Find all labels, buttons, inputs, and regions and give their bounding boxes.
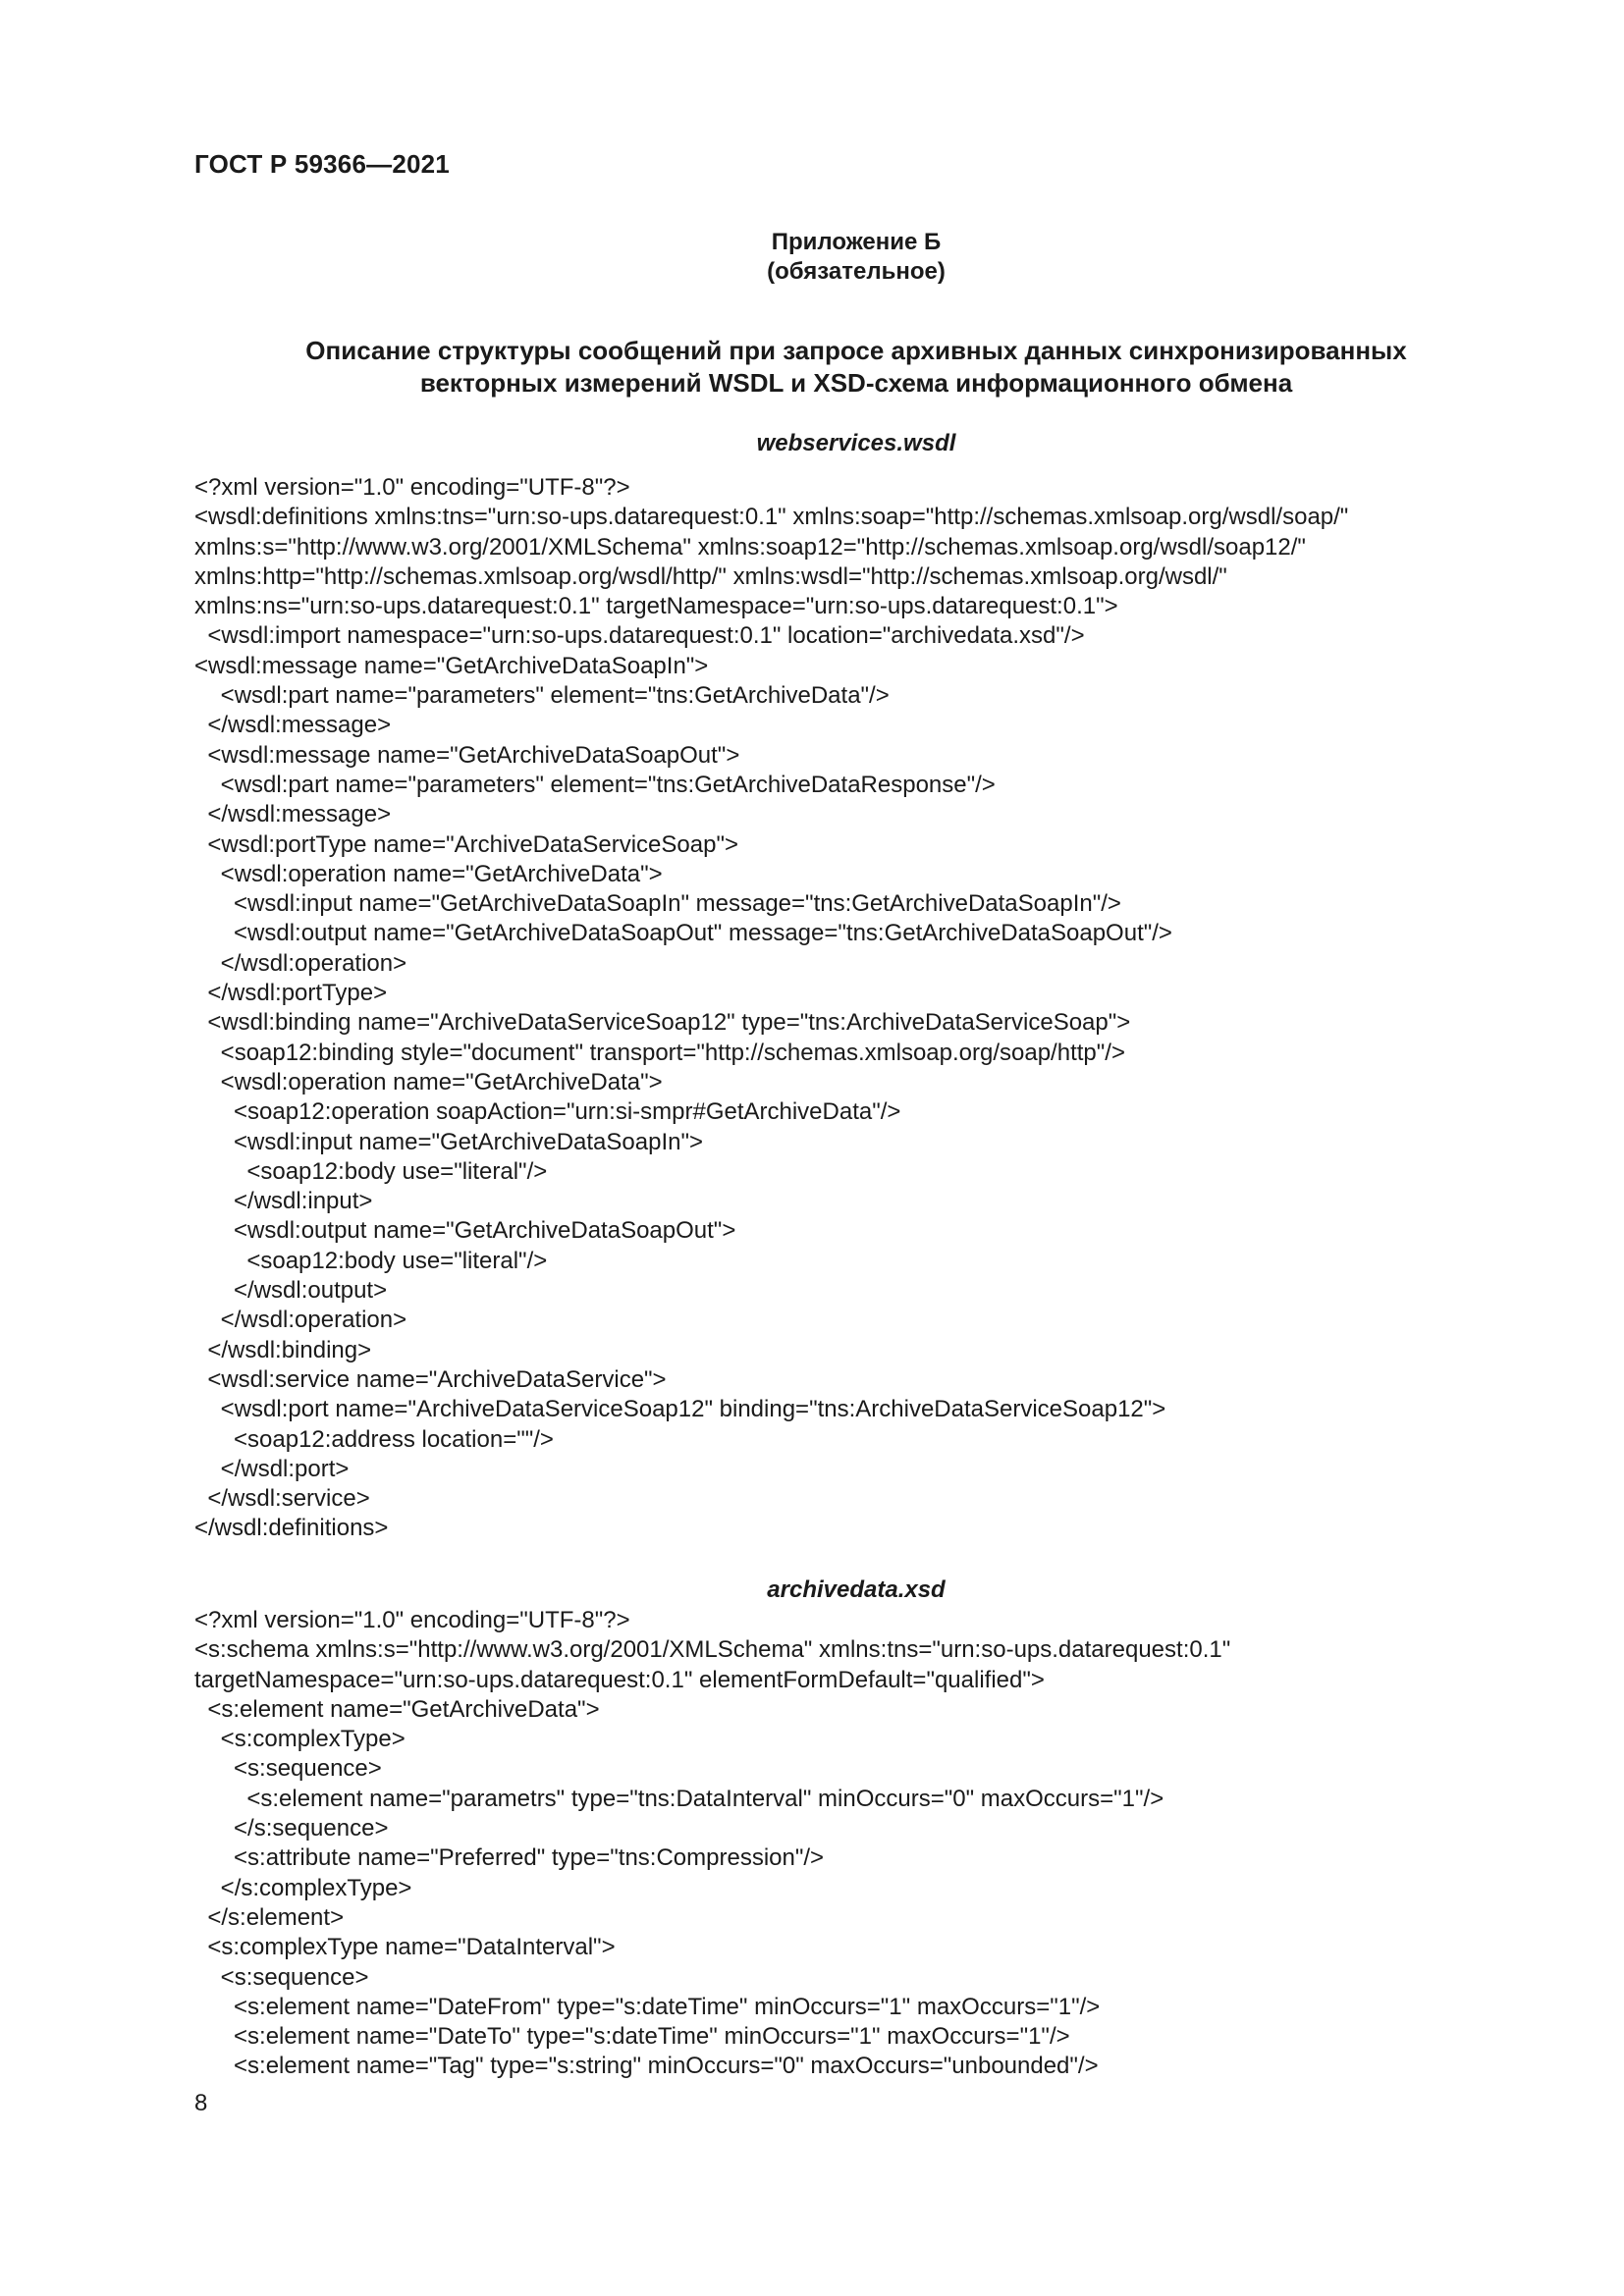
code-line: </wsdl:portType> bbox=[194, 980, 388, 1007]
code-line: <soap12:binding style="document" transport="http://schemas.xmlsoap.org/soap/http"/> bbox=[194, 1039, 1125, 1066]
code-line: targetNamespace="urn:so-ups.datarequest:0.1" elementFormDefault="qualified"> bbox=[194, 1666, 1045, 1693]
code-line: </wsdl:operation> bbox=[194, 949, 407, 977]
code-line: </wsdl:message> bbox=[194, 712, 392, 739]
xsd-code-block bbox=[194, 1606, 1471, 2082]
code-line: </wsdl:binding> bbox=[194, 1336, 372, 1363]
code-line: xmlns:ns="urn:so-ups.datarequest:0.1" targetNamespace="urn:so-ups.datarequest:0.1"> bbox=[194, 593, 1118, 620]
code-line: <s:element name="parametrs" type="tns:DataInterval" minOccurs="0" maxOccurs="1"/> bbox=[194, 1785, 1164, 1812]
code-line: </wsdl:message> bbox=[194, 801, 392, 828]
wsdl-file-heading: webservices.wsdl bbox=[756, 430, 956, 456]
code-line: <wsdl:definitions xmlns:tns="urn:so-ups.datarequest:0.1" xmlns:soap="http://schemas.xmlsoap.org/wsdl/soap/" bbox=[194, 504, 1349, 531]
appendix-title: Приложение Б bbox=[771, 229, 942, 255]
code-line: <wsdl:message name="GetArchiveDataSoapIn"> bbox=[194, 652, 709, 679]
code-line: <s:element name="DateTo" type="s:dateTime" minOccurs="1" maxOccurs="1"/> bbox=[194, 2023, 1070, 2051]
code-line: </wsdl:input> bbox=[194, 1188, 373, 1215]
page-number: 8 bbox=[194, 2090, 208, 2116]
code-line: <s:complexType name="DataInterval"> bbox=[194, 1934, 616, 1961]
code-line: <s:sequence> bbox=[194, 1963, 369, 1991]
code-line: </s:complexType> bbox=[194, 1874, 412, 1901]
code-line: </wsdl:definitions> bbox=[194, 1515, 389, 1542]
code-line: </wsdl:operation> bbox=[194, 1307, 407, 1334]
code-line: <soap12:address location=""/> bbox=[194, 1425, 554, 1453]
code-line: <wsdl:message name="GetArchiveDataSoapOut"> bbox=[194, 741, 740, 769]
standard-number: ГОСТ Р 59366—2021 bbox=[194, 149, 450, 179]
code-line: </s:sequence> bbox=[194, 1815, 389, 1842]
code-line: <soap12:operation soapAction="urn:si-smpr#GetArchiveData"/> bbox=[194, 1098, 901, 1126]
document-title-line-2: векторных измерений WSDL и XSD-схема информационного обмена bbox=[419, 368, 1293, 398]
code-line: <wsdl:output name="GetArchiveDataSoapOut" message="tns:GetArchiveDataSoapOut"/> bbox=[194, 920, 1172, 947]
code-line: <soap12:body use="literal"/> bbox=[194, 1247, 548, 1274]
wsdl-code-block bbox=[194, 473, 1471, 1544]
code-line: <?xml version="1.0" encoding="UTF-8"?> bbox=[194, 474, 630, 501]
code-line: </s:element> bbox=[194, 1903, 345, 1931]
code-line: <soap12:body use="literal"/> bbox=[194, 1157, 548, 1185]
code-line: </wsdl:output> bbox=[194, 1277, 388, 1305]
code-line: <s:sequence> bbox=[194, 1755, 382, 1783]
code-line: <wsdl:portType name="ArchiveDataServiceSoap"> bbox=[194, 830, 738, 858]
code-line: <wsdl:output name="GetArchiveDataSoapOut"> bbox=[194, 1217, 736, 1245]
code-line: <s:element name="DateFrom" type="s:dateTime" minOccurs="1" maxOccurs="1"/> bbox=[194, 1993, 1101, 2020]
code-line: <s:element name="Tag" type="s:string" minOccurs="0" maxOccurs="unbounded"/> bbox=[194, 2053, 1099, 2080]
appendix-heading bbox=[0, 228, 1624, 287]
code-line: <s:schema xmlns:s="http://www.w3.org/2001/XMLSchema" xmlns:tns="urn:so-ups.datarequest:0.1" bbox=[194, 1636, 1231, 1664]
code-line: xmlns:s="http://www.w3.org/2001/XMLSchema" xmlns:soap12="http://schemas.xmlsoap.org/wsdl/soap12/" bbox=[194, 533, 1306, 561]
appendix-status: (обязательное) bbox=[767, 258, 946, 285]
code-line: <s:complexType> bbox=[194, 1726, 406, 1753]
code-line: </wsdl:port> bbox=[194, 1455, 350, 1482]
xsd-file-heading: archivedata.xsd bbox=[767, 1576, 946, 1603]
document-title-line-1: Описание структуры сообщений при запросе архивных данных синхронизированных bbox=[305, 336, 1407, 365]
code-line: <wsdl:part name="parameters" element="tns:GetArchiveData"/> bbox=[194, 682, 890, 710]
code-line: <?xml version="1.0" encoding="UTF-8"?> bbox=[194, 1607, 630, 1633]
code-line: <wsdl:import namespace="urn:so-ups.datarequest:0.1" location="archivedata.xsd"/> bbox=[194, 622, 1085, 650]
code-line: <s:attribute name="Preferred" type="tns:Compression"/> bbox=[194, 1844, 825, 1872]
code-line: <wsdl:operation name="GetArchiveData"> bbox=[194, 860, 663, 887]
code-line: <wsdl:binding name="ArchiveDataServiceSoap12" type="tns:ArchiveDataServiceSoap"> bbox=[194, 1009, 1131, 1037]
code-line: <wsdl:service name="ArchiveDataService"> bbox=[194, 1365, 667, 1393]
code-line: <wsdl:part name="parameters" element="tns:GetArchiveDataResponse"/> bbox=[194, 771, 996, 798]
code-line: <wsdl:input name="GetArchiveDataSoapIn"> bbox=[194, 1128, 703, 1155]
code-line: <wsdl:operation name="GetArchiveData"> bbox=[194, 1068, 663, 1095]
code-line: <s:element name="GetArchiveData"> bbox=[194, 1695, 600, 1723]
code-line: <wsdl:port name="ArchiveDataServiceSoap12" binding="tns:ArchiveDataServiceSoap12"> bbox=[194, 1396, 1166, 1423]
code-line: xmlns:http="http://schemas.xmlsoap.org/wsdl/http/" xmlns:wsdl="http://schemas.xmlsoap.org/wsdl/" bbox=[194, 562, 1227, 590]
code-line: </wsdl:service> bbox=[194, 1485, 370, 1513]
document-title bbox=[0, 335, 1624, 400]
code-line: <wsdl:input name="GetArchiveDataSoapIn" message="tns:GetArchiveDataSoapIn"/> bbox=[194, 890, 1121, 918]
